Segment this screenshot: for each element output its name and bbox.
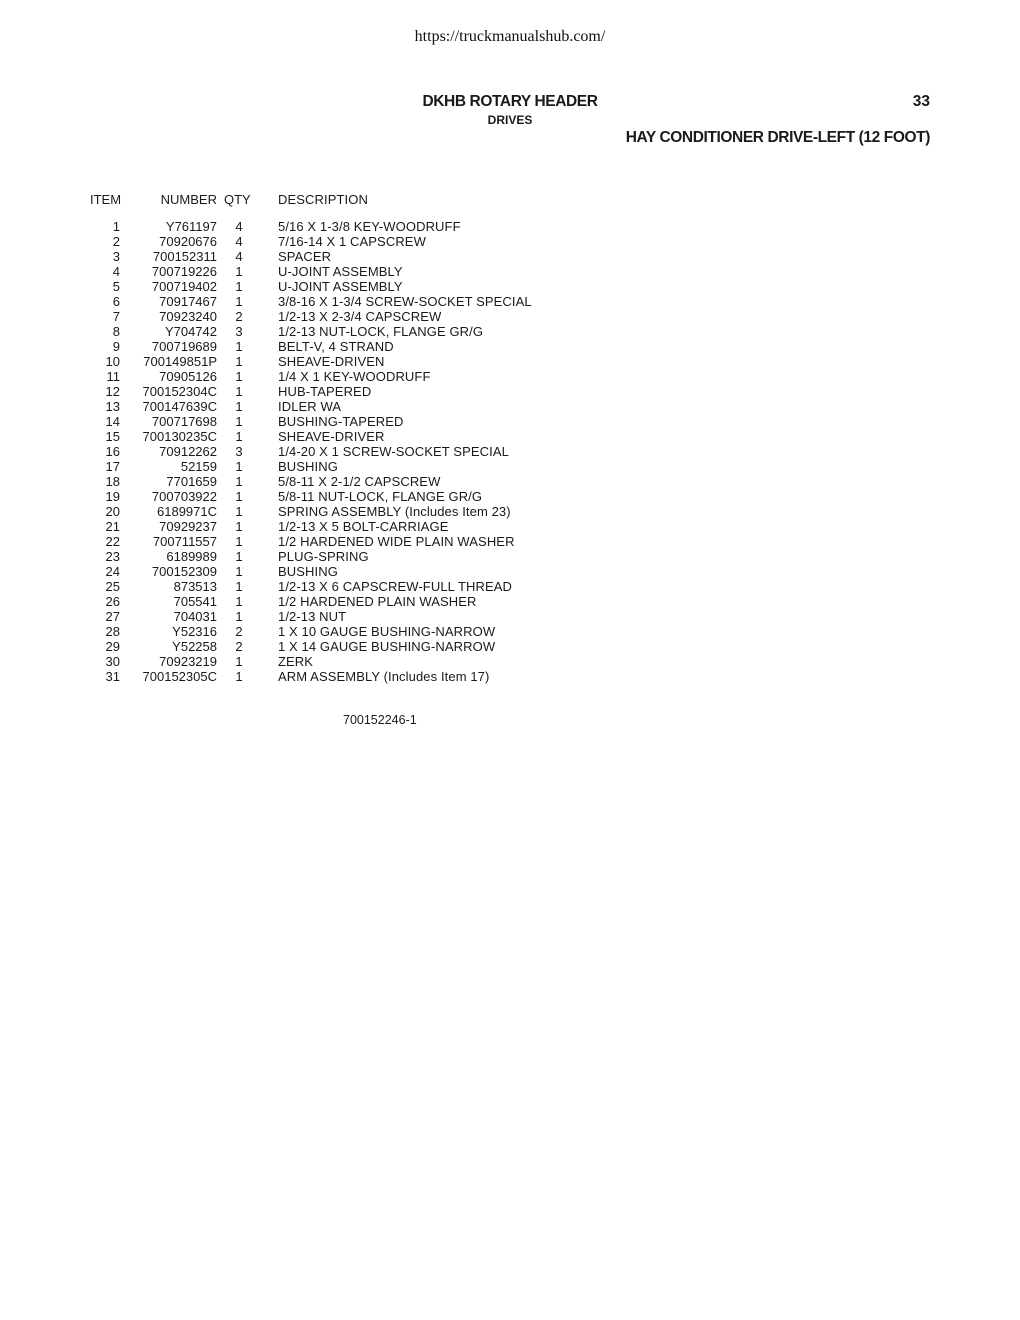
- qty-cell: 1: [235, 354, 243, 369]
- part-number-cell: 700703922: [151, 489, 217, 504]
- description-cell: PLUG-SPRING: [278, 549, 369, 564]
- table-row: [0, 264, 1020, 279]
- qty-cell: 2: [235, 309, 243, 324]
- table-row: [0, 534, 1020, 549]
- description-cell: BUSHING: [278, 459, 338, 474]
- figure-reference: 700152246-1: [343, 713, 417, 727]
- item-cell: 2: [112, 234, 120, 249]
- description-cell: 1/2-13 X 2-3/4 CAPSCREW: [278, 309, 442, 324]
- qty-cell: 1: [235, 564, 243, 579]
- table-row: [0, 234, 1020, 249]
- qty-cell: 4: [235, 234, 243, 249]
- qty-cell: 1: [235, 414, 243, 429]
- table-row: [0, 324, 1020, 339]
- table-row: [0, 549, 1020, 564]
- description-cell: ZERK: [278, 654, 314, 669]
- qty-cell: 4: [235, 219, 243, 234]
- qty-cell: 1: [235, 339, 243, 354]
- table-row: [0, 594, 1020, 609]
- table-row: [0, 489, 1020, 504]
- item-cell: 7: [112, 309, 120, 324]
- item-cell: 16: [105, 444, 120, 459]
- table-row: [0, 654, 1020, 669]
- qty-cell: 1: [235, 399, 243, 414]
- qty-cell: 3: [235, 324, 243, 339]
- qty-cell: 1: [235, 429, 243, 444]
- description-cell: HUB-TAPERED: [278, 384, 372, 399]
- description-cell: 3/8-16 X 1-3/4 SCREW-SOCKET SPECIAL: [278, 294, 532, 309]
- table-row: [0, 309, 1020, 324]
- table-row: [0, 669, 1020, 684]
- item-cell: 9: [112, 339, 120, 354]
- table-row: [0, 354, 1020, 369]
- part-number-cell: 700717698: [151, 414, 217, 429]
- description-cell: BUSHING: [278, 564, 338, 579]
- parts-table-body: [0, 219, 1020, 684]
- description-cell: U-JOINT ASSEMBLY: [278, 279, 403, 294]
- description-cell: 1/4-20 X 1 SCREW-SOCKET SPECIAL: [278, 444, 509, 459]
- item-cell: 30: [105, 654, 120, 669]
- item-cell: 17: [105, 459, 120, 474]
- qty-cell: 1: [235, 669, 243, 684]
- table-row: [0, 459, 1020, 474]
- description-cell: BELT-V, 4 STRAND: [278, 339, 394, 354]
- qty-cell: 2: [235, 639, 243, 654]
- qty-cell: 1: [235, 474, 243, 489]
- description-cell: SHEAVE-DRIVER: [278, 429, 385, 444]
- description-cell: 1 X 14 GAUGE BUSHING-NARROW: [278, 639, 496, 654]
- description-cell: 5/16 X 1-3/8 KEY-WOODRUFF: [278, 219, 461, 234]
- item-cell: 22: [105, 534, 120, 549]
- qty-cell: 1: [235, 459, 243, 474]
- item-cell: 23: [105, 549, 120, 564]
- item-cell: 10: [105, 354, 120, 369]
- item-cell: 20: [105, 504, 120, 519]
- part-number-cell: 700719226: [151, 264, 217, 279]
- part-number-cell: Y761197: [165, 219, 217, 234]
- part-number-cell: Y52258: [172, 639, 217, 654]
- part-number-cell: 70905126: [159, 369, 217, 384]
- part-number-cell: 700719689: [151, 339, 217, 354]
- item-cell: 4: [112, 264, 120, 279]
- description-cell: 5/8-11 NUT-LOCK, FLANGE GR/G: [278, 489, 483, 504]
- qty-cell: 1: [235, 654, 243, 669]
- qty-cell: 1: [235, 384, 243, 399]
- description-cell: 1/4 X 1 KEY-WOODRUFF: [278, 369, 431, 384]
- qty-cell: 4: [235, 249, 243, 264]
- table-row: [0, 579, 1020, 594]
- item-cell: 12: [105, 384, 120, 399]
- column-header-number: NUMBER: [160, 192, 217, 207]
- qty-cell: 1: [235, 369, 243, 384]
- item-cell: 21: [105, 519, 120, 534]
- part-number-cell: 700130235C: [142, 429, 217, 444]
- item-cell: 6: [112, 294, 120, 309]
- part-number-cell: 873513: [173, 579, 217, 594]
- part-number-cell: 700719402: [151, 279, 217, 294]
- item-cell: 14: [105, 414, 120, 429]
- document-title: DKHB ROTARY HEADER: [422, 93, 598, 110]
- description-cell: ARM ASSEMBLY (Includes Item 17): [278, 669, 490, 684]
- description-cell: 1/2-13 X 5 BOLT-CARRIAGE: [278, 519, 449, 534]
- description-cell: 1/2-13 NUT: [278, 609, 347, 624]
- qty-cell: 1: [235, 534, 243, 549]
- table-row: [0, 399, 1020, 414]
- table-row: [0, 624, 1020, 639]
- parts-table: [0, 192, 1020, 684]
- part-number-cell: 705541: [173, 594, 217, 609]
- table-row: [0, 339, 1020, 354]
- part-number-cell: Y52316: [172, 624, 217, 639]
- description-cell: 1/2 HARDENED WIDE PLAIN WASHER: [278, 534, 515, 549]
- description-cell: BUSHING-TAPERED: [278, 414, 404, 429]
- description-cell: IDLER WA: [278, 399, 342, 414]
- table-row: [0, 564, 1020, 579]
- table-row: [0, 219, 1020, 234]
- qty-cell: 1: [235, 594, 243, 609]
- description-cell: 1/2-13 X 6 CAPSCREW-FULL THREAD: [278, 579, 513, 594]
- qty-cell: 3: [235, 444, 243, 459]
- item-cell: 26: [105, 594, 120, 609]
- description-cell: 5/8-11 X 2-1/2 CAPSCREW: [278, 474, 441, 489]
- table-row: [0, 414, 1020, 429]
- part-number-cell: 7701659: [166, 474, 217, 489]
- item-cell: 27: [105, 609, 120, 624]
- source-url[interactable]: https://truckmanualshub.com/: [414, 28, 606, 45]
- table-row: [0, 504, 1020, 519]
- qty-cell: 1: [235, 609, 243, 624]
- item-cell: 25: [105, 579, 120, 594]
- page-number: 33: [912, 93, 930, 110]
- item-cell: 19: [105, 489, 120, 504]
- table-row: [0, 294, 1020, 309]
- table-row: [0, 369, 1020, 384]
- qty-cell: 1: [235, 489, 243, 504]
- description-cell: 1/2 HARDENED PLAIN WASHER: [278, 594, 477, 609]
- part-number-cell: 700152309: [151, 564, 217, 579]
- part-number-cell: 700147639C: [142, 399, 217, 414]
- table-row: [0, 444, 1020, 459]
- qty-cell: 1: [235, 279, 243, 294]
- part-number-cell: 704031: [173, 609, 217, 624]
- table-row: [0, 429, 1020, 444]
- item-cell: 24: [105, 564, 120, 579]
- description-cell: SPACER: [278, 249, 332, 264]
- part-number-cell: 700152305C: [142, 669, 217, 684]
- part-number-cell: 6189989: [166, 549, 217, 564]
- part-number-cell: 52159: [180, 459, 217, 474]
- item-cell: 15: [105, 429, 120, 444]
- qty-cell: 1: [235, 549, 243, 564]
- part-number-cell: 6189971C: [157, 504, 217, 519]
- description-cell: SHEAVE-DRIVEN: [278, 354, 385, 369]
- qty-cell: 1: [235, 579, 243, 594]
- description-cell: 7/16-14 X 1 CAPSCREW: [278, 234, 426, 249]
- part-number-cell: Y704742: [164, 324, 217, 339]
- table-row: [0, 609, 1020, 624]
- table-row: [0, 249, 1020, 264]
- part-number-cell: 700149851P: [143, 354, 217, 369]
- column-header-qty: QTY: [224, 192, 251, 207]
- part-number-cell: 70917467: [159, 294, 217, 309]
- table-row: [0, 519, 1020, 534]
- qty-cell: 2: [235, 624, 243, 639]
- qty-cell: 1: [235, 519, 243, 534]
- section-label: DRIVES: [487, 113, 533, 127]
- column-header-item: ITEM: [90, 192, 122, 207]
- item-cell: 3: [112, 249, 120, 264]
- item-cell: 31: [105, 669, 120, 684]
- table-row: [0, 279, 1020, 294]
- column-header-description: DESCRIPTION: [278, 192, 368, 207]
- description-cell: 1 X 10 GAUGE BUSHING-NARROW: [278, 624, 496, 639]
- item-cell: 8: [112, 324, 120, 339]
- qty-cell: 1: [235, 294, 243, 309]
- part-number-cell: 70923219: [159, 654, 217, 669]
- part-number-cell: 700152311: [152, 249, 217, 264]
- part-number-cell: 70912262: [159, 444, 217, 459]
- part-number-cell: 70923240: [159, 309, 217, 324]
- item-cell: 1: [112, 219, 120, 234]
- item-cell: 28: [105, 624, 120, 639]
- item-cell: 29: [105, 639, 120, 654]
- qty-cell: 1: [235, 264, 243, 279]
- part-number-cell: 70929237: [159, 519, 217, 534]
- parts-table-header: [0, 192, 1020, 207]
- item-cell: 11: [106, 369, 120, 384]
- item-cell: 18: [105, 474, 120, 489]
- table-row: [0, 474, 1020, 489]
- page-subtitle: HAY CONDITIONER DRIVE-LEFT (12 FOOT): [625, 129, 930, 146]
- part-number-cell: 70920676: [159, 234, 217, 249]
- description-cell: SPRING ASSEMBLY (Includes Item 23): [278, 504, 511, 519]
- description-cell: U-JOINT ASSEMBLY: [278, 264, 403, 279]
- table-row: [0, 639, 1020, 654]
- part-number-cell: 700711557: [152, 534, 217, 549]
- item-cell: 13: [105, 399, 120, 414]
- part-number-cell: 700152304C: [142, 384, 217, 399]
- table-row: [0, 384, 1020, 399]
- description-cell: 1/2-13 NUT-LOCK, FLANGE GR/G: [278, 324, 484, 339]
- qty-cell: 1: [235, 504, 243, 519]
- item-cell: 5: [112, 279, 120, 294]
